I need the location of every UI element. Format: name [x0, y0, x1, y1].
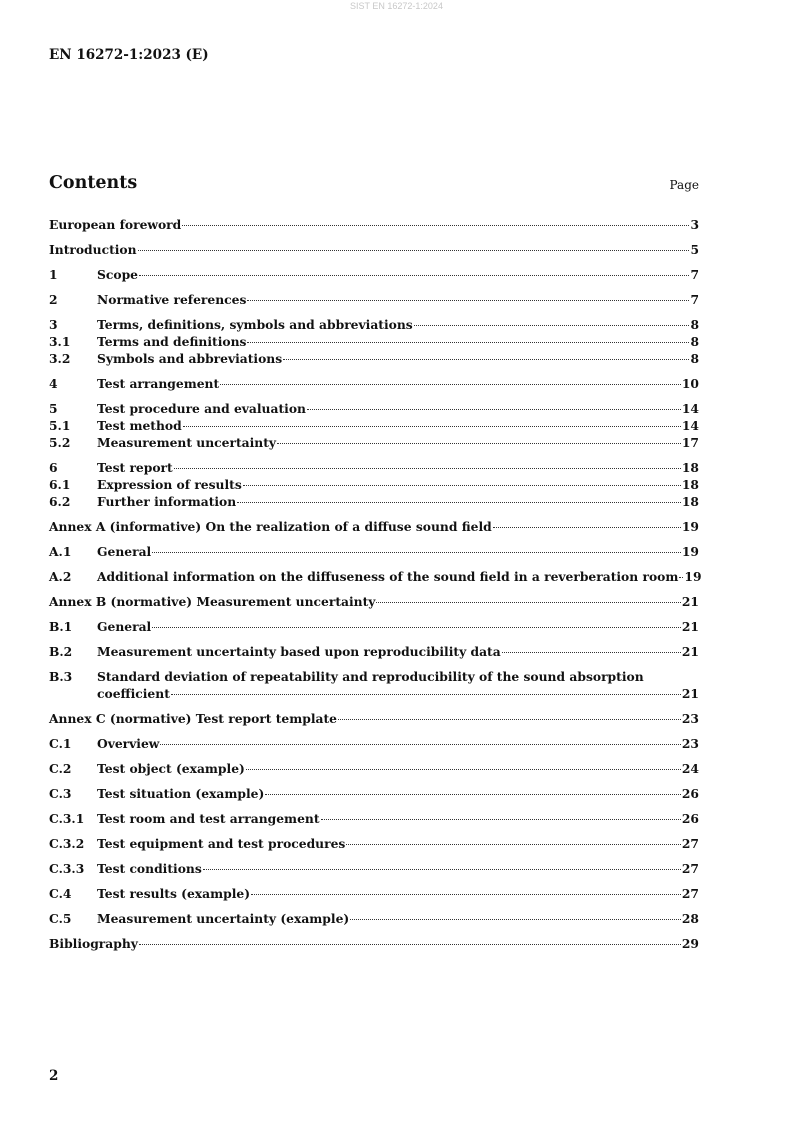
dot-leader	[203, 869, 681, 870]
toc-entry-title: Measurement uncertainty (example)	[97, 911, 350, 926]
toc-entry-title: Test arrangement	[97, 376, 220, 391]
toc-entry-title: Test results (example)	[97, 886, 251, 901]
toc-entry-page: 21	[681, 644, 699, 659]
toc-entry-title: Annex B (normative) Measurement uncertainty	[49, 594, 376, 609]
toc-entry-number: C.1	[49, 736, 72, 751]
toc-entry[interactable]	[49, 493, 699, 510]
toc-entry-title: Test procedure and evaluation	[97, 401, 306, 416]
toc-entry[interactable]	[49, 885, 699, 902]
toc-entry[interactable]	[49, 400, 699, 417]
toc-entry-title: Test equipment and test procedures	[97, 836, 346, 851]
dot-leader	[679, 577, 683, 578]
toc-entry-title: General	[97, 544, 152, 559]
toc-entry-title: General	[97, 619, 152, 634]
toc-entry-number: 3.1	[49, 334, 71, 349]
toc-entry-page: 8	[690, 317, 699, 332]
toc-entry[interactable]	[49, 810, 699, 827]
toc-entry[interactable]	[49, 291, 699, 308]
toc-entry-page: 19	[681, 519, 699, 534]
toc-entry[interactable]	[49, 459, 699, 476]
toc-entry-number: C.3.1	[49, 811, 85, 826]
toc-entry-page: 23	[681, 736, 699, 751]
dot-leader	[321, 819, 681, 820]
toc-entry-number: 2	[49, 292, 58, 307]
toc-entry-number: B.1	[49, 619, 73, 634]
toc-entry-page: 5	[690, 242, 699, 257]
toc-entry-number: A.2	[49, 569, 72, 584]
toc-entry[interactable]	[49, 476, 699, 493]
toc-entry-page: 14	[681, 418, 699, 433]
toc-entry[interactable]	[49, 316, 699, 333]
toc-entry-page: 23	[681, 711, 699, 726]
page-number: 2	[49, 1068, 59, 1084]
toc-entry[interactable]	[49, 785, 699, 802]
toc-entry[interactable]	[49, 350, 699, 367]
toc-entry-title: Normative references	[97, 292, 247, 307]
page-column-label: Page	[669, 178, 699, 192]
dot-leader	[376, 602, 680, 603]
toc-entry-page: 7	[690, 292, 699, 307]
toc-entry[interactable]	[49, 333, 699, 350]
dot-leader	[283, 359, 689, 360]
page-title: Contents	[49, 173, 138, 193]
toc-entry-title: Expression of results	[97, 477, 242, 492]
toc-entry-page: 8	[690, 351, 699, 366]
toc-entry-title: Measurement uncertainty	[97, 435, 277, 450]
toc-entry-page: 26	[681, 786, 699, 801]
toc-entry-number: 3	[49, 317, 58, 332]
toc-entry[interactable]	[49, 434, 699, 451]
dot-leader	[307, 409, 681, 410]
toc-entry-page: 27	[681, 836, 699, 851]
dot-leader	[246, 769, 681, 770]
toc-entry[interactable]	[49, 935, 699, 952]
toc-entry-page: 27	[681, 861, 699, 876]
toc-entry-page: 7	[690, 267, 699, 282]
toc-entry-title: Overview	[97, 736, 160, 751]
toc-entry-page: 29	[681, 936, 699, 951]
toc-entry-number: C.5	[49, 911, 72, 926]
toc-entry-title: Additional information on the diffuseness of the sound field in a reverberation room	[97, 569, 679, 584]
toc-entry-page: 26	[681, 811, 699, 826]
toc-entry-title: Measurement uncertainty based upon reproducibility data	[97, 644, 501, 659]
toc-entry-number: C.2	[49, 761, 72, 776]
toc-entry-number: C.3	[49, 786, 72, 801]
toc-entry-page: 28	[681, 911, 699, 926]
toc-entry-page: 24	[681, 761, 699, 776]
toc-entry[interactable]	[49, 543, 699, 560]
toc-entry-page: 18	[681, 494, 699, 509]
toc-entry-number: 5.1	[49, 418, 71, 433]
toc-entry[interactable]	[49, 568, 702, 585]
toc-entry-page: 8	[690, 334, 699, 349]
toc-entry-number: 6	[49, 460, 58, 475]
toc-entry[interactable]	[49, 910, 699, 927]
toc-entry-title: Standard deviation of repeatability and reproducibility of the sound absorption	[97, 669, 644, 684]
toc-entry-title: Test room and test arrangement	[97, 811, 320, 826]
toc-entry-page: 18	[681, 460, 699, 475]
toc-entry-title: Introduction	[49, 242, 137, 257]
toc-entry-page: 21	[681, 619, 699, 634]
toc-entry-page: 21	[681, 594, 699, 609]
toc-entry-title: Annex A (informative) On the realization of a diffuse sound field	[49, 519, 492, 534]
toc-entry[interactable]	[49, 735, 699, 752]
toc-entry-title: Test conditions	[97, 861, 202, 876]
dot-leader	[138, 250, 690, 251]
toc-entry[interactable]	[49, 860, 699, 877]
toc-entry-number: C.3.3	[49, 861, 85, 876]
toc-entry-page: 17	[681, 435, 699, 450]
toc-entry-title: Scope	[97, 267, 138, 282]
toc-entry[interactable]	[49, 417, 699, 434]
dot-leader	[243, 485, 681, 486]
toc-entry[interactable]	[49, 760, 699, 777]
toc-entry-page: 19	[681, 544, 699, 559]
toc-entry[interactable]	[49, 216, 699, 233]
toc-entry-page: 21	[681, 686, 699, 701]
dot-leader	[247, 342, 689, 343]
toc-entry-number: B.2	[49, 644, 73, 659]
dot-leader	[350, 919, 681, 920]
dot-leader	[152, 552, 681, 553]
dot-leader	[338, 719, 681, 720]
toc-entry-page: 18	[681, 477, 699, 492]
dot-leader	[265, 794, 681, 795]
dot-leader	[414, 325, 690, 326]
toc-entry-title: Further information	[97, 494, 237, 509]
toc-entry-title: Symbols and abbreviations	[97, 351, 283, 366]
dot-leader	[160, 744, 680, 745]
toc-entry[interactable]	[49, 375, 699, 392]
toc-entry-title: Test method	[97, 418, 182, 433]
document-id: EN 16272-1:2023 (E)	[49, 47, 209, 63]
toc-entry-number: A.1	[49, 544, 72, 559]
dot-leader	[139, 275, 689, 276]
toc-entry[interactable]	[49, 618, 699, 635]
toc-entry-title: Test situation (example)	[97, 786, 265, 801]
toc-entry-title: European foreword	[49, 217, 182, 232]
toc-entry-title: Annex C (normative) Test report template	[49, 711, 338, 726]
dot-leader	[493, 527, 681, 528]
dot-leader	[251, 894, 681, 895]
dot-leader	[152, 627, 681, 628]
dot-leader	[502, 652, 681, 653]
dot-leader	[346, 844, 681, 845]
toc-entry-number: B.3	[49, 669, 73, 684]
toc-entry-title: Terms, definitions, symbols and abbreviations	[97, 317, 413, 332]
toc-entry-title: Test object (example)	[97, 761, 245, 776]
toc-entry-number: 5.2	[49, 435, 71, 450]
dot-leader	[237, 502, 681, 503]
toc-entry-page: 19	[684, 569, 702, 584]
toc-entry-number: 6.1	[49, 477, 71, 492]
toc-entry-number: C.3.2	[49, 836, 85, 851]
toc-entry[interactable]	[49, 643, 699, 660]
toc-entry-number: 6.2	[49, 494, 71, 509]
toc-entry[interactable]	[49, 518, 699, 535]
toc-entry-title: Bibliography	[49, 936, 138, 951]
toc-entry-number: 4	[49, 376, 58, 391]
toc-entry-number: 1	[49, 267, 58, 282]
toc-entry[interactable]	[49, 710, 699, 727]
toc-entry[interactable]	[49, 266, 699, 283]
toc-entry-title-continued: coefficient	[97, 686, 170, 701]
toc-entry-number: 3.2	[49, 351, 71, 366]
toc-entry[interactable]	[49, 835, 699, 852]
toc-entry-page: 3	[690, 217, 699, 232]
toc-entry-page: 27	[681, 886, 699, 901]
dot-leader	[277, 443, 681, 444]
toc-entry-page: 14	[681, 401, 699, 416]
toc-entry-title: Terms and definitions	[97, 334, 247, 349]
dot-leader	[139, 944, 681, 945]
toc-entry[interactable]	[49, 241, 699, 258]
dot-leader	[220, 384, 681, 385]
toc-entry[interactable]	[49, 668, 699, 702]
toc-entry-number: 5	[49, 401, 58, 416]
dot-leader	[247, 300, 689, 301]
toc-entry[interactable]	[49, 593, 699, 610]
dot-leader	[174, 468, 681, 469]
dot-leader	[182, 225, 689, 226]
watermark-text: SIST EN 16272-1:2024	[350, 1, 443, 11]
toc-entry-number: C.4	[49, 886, 72, 901]
toc-entry-title: Test report	[97, 460, 173, 475]
dot-leader	[183, 426, 681, 427]
dot-leader	[171, 694, 681, 695]
toc-entry-page: 10	[681, 376, 699, 391]
